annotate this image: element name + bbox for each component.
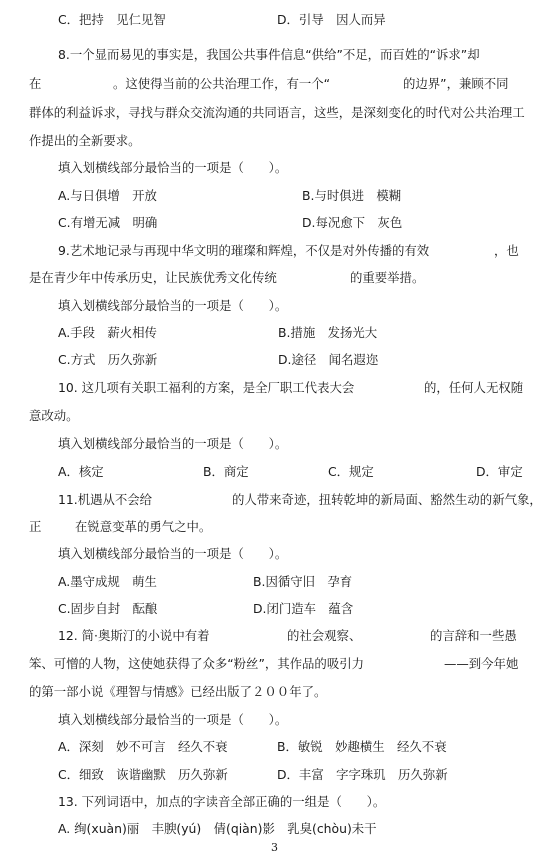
- question-11-prompt: [0, 542, 550, 566]
- option-a: A．核定: [58, 464, 104, 479]
- question-text: 的重要举措。: [350, 270, 425, 285]
- option-c: C．细致 诙谐幽默 历久弥新: [58, 767, 228, 782]
- option-a: A.手段 薪火相传: [58, 325, 157, 340]
- line-options-7-cd: [0, 8, 550, 32]
- prompt-text: 填入划横线部分最恰当的一项是（ ）。: [58, 298, 288, 313]
- question-text: 的言辞和一些愚: [430, 628, 517, 643]
- option-c: C.固步自封 酝酿: [58, 601, 158, 616]
- question-text: 9.艺术地记录与再现中华文明的璀璨和辉煌，不仅是对外传播的有效: [58, 243, 430, 258]
- question-9-options-ab: [0, 321, 550, 345]
- prompt-text: 填入划横线部分最恰当的一项是（ ）。: [58, 160, 288, 175]
- question-11-options-cd: [0, 597, 550, 621]
- option-d: D．审定: [476, 464, 523, 479]
- page-number: 3: [271, 841, 278, 854]
- question-9-line-2: [0, 266, 550, 290]
- question-8-options-cd: [0, 211, 550, 235]
- question-8-text: 8.一个显而易见的事实是，我国公共事件信息“供给”不足，而百姓的“诉求”却: [58, 47, 480, 62]
- question-13-line-1: [0, 790, 550, 814]
- option-b: B．商定: [203, 464, 249, 479]
- question-text: 笨、可憎的人物，这使她获得了众多“粉丝”，其作品的吸引力: [29, 656, 364, 671]
- question-8-line-3: [0, 101, 550, 125]
- option-b: B.因循守旧 孕育: [253, 574, 353, 589]
- question-text: 正: [29, 519, 42, 534]
- question-9-line-1: [0, 239, 550, 263]
- question-text: 在锐意变革的勇气之中。: [75, 519, 212, 534]
- option-d: D.途径 闻名遐迩: [278, 352, 379, 367]
- option-d: D.每况愈下 灰色: [302, 215, 403, 230]
- option-d: D．引导 因人而异: [277, 12, 386, 27]
- question-text: 13. 下列词语中，加点的字读音全部正确的一组是（ ）。: [58, 794, 386, 809]
- prompt-text: 填入划横线部分最恰当的一项是（ ）。: [58, 436, 288, 451]
- question-text: 12. 简·奥斯汀的小说中有着: [58, 628, 210, 643]
- option-b: B．敏锐 妙趣横生 经久不衰: [277, 739, 447, 754]
- question-text: 11.机遇从不会给: [58, 492, 153, 507]
- question-10-options: [0, 460, 550, 484]
- question-9-options-cd: [0, 348, 550, 372]
- question-text: 意改动。: [29, 408, 79, 423]
- option-d: D．丰富 字字珠玑 历久弥新: [277, 767, 448, 782]
- option-c: C．把持 见仁见智: [58, 12, 166, 27]
- question-text: 是在青少年中传承历史，让民族优秀文化传统: [29, 270, 277, 285]
- option-c: C.有增无减 明确: [58, 215, 158, 230]
- question-text: 的边界”，兼顾不同: [403, 76, 509, 91]
- question-12-line-2: [0, 652, 550, 676]
- question-10-line-2: [0, 404, 550, 428]
- question-12-prompt: [0, 708, 550, 732]
- prompt-text: 填入划横线部分最恰当的一项是（ ）。: [58, 712, 288, 727]
- question-13-option-a: [0, 817, 550, 841]
- question-8-options-ab: [0, 184, 550, 208]
- question-text: 。这使得当前的公共治理工作，有一个“: [113, 76, 331, 91]
- question-8-line-4: [0, 129, 550, 153]
- question-text: 在: [29, 76, 42, 91]
- option-a: A. 绚(xuàn)丽 丰腴(yú) 倩(qiàn)影 乳臭(chòu)未干: [58, 821, 377, 836]
- question-text: 作提出的全新要求。: [29, 133, 141, 148]
- question-9-prompt: [0, 294, 550, 318]
- question-8-line-2: [0, 72, 550, 96]
- option-b: B.与时俱进 模糊: [302, 188, 402, 203]
- question-11-line-1: [0, 488, 550, 512]
- option-c: C．规定: [328, 464, 374, 479]
- question-text: 群体的利益诉求，寻找与群众交流沟通的共同语言，这些，是深刻变化的时代对公共治理工: [29, 105, 525, 120]
- question-12-options-ab: [0, 735, 550, 759]
- question-12-line-1: [0, 624, 550, 648]
- question-8-line-1: [0, 43, 550, 67]
- question-text: 的，任何人无权随: [424, 380, 524, 395]
- question-text: ，也: [494, 243, 519, 258]
- question-12-line-3: [0, 680, 550, 704]
- option-c: C.方式 历久弥新: [58, 352, 158, 367]
- question-10-line-1: [0, 376, 550, 400]
- question-8-prompt: [0, 156, 550, 180]
- question-text: 的社会观察、: [287, 628, 362, 643]
- question-text: ——到今年她: [444, 656, 519, 671]
- option-d: D.闭门造车 蕴含: [253, 601, 354, 616]
- question-text: 10. 这几项有关职工福利的方案，是全厂职工代表大会: [58, 380, 355, 395]
- question-text: 的第一部小说《理智与情感》已经出版了２００年了。: [29, 684, 327, 699]
- question-11-options-ab: [0, 570, 550, 594]
- option-a: A．深刻 妙不可言 经久不衰: [58, 739, 228, 754]
- option-b: B.措施 发扬光大: [278, 325, 378, 340]
- option-a: A.墨守成规 萌生: [58, 574, 157, 589]
- question-12-options-cd: [0, 763, 550, 787]
- question-11-line-2: [0, 515, 550, 539]
- question-10-prompt: [0, 432, 550, 456]
- page-number-row: [0, 840, 550, 856]
- question-text: 的人带来奇迹，扭转乾坤的新局面、豁然生动的新气象，: [232, 492, 542, 507]
- option-a: A.与日俱增 开放: [58, 188, 157, 203]
- prompt-text: 填入划横线部分最恰当的一项是（ ）。: [58, 546, 288, 561]
